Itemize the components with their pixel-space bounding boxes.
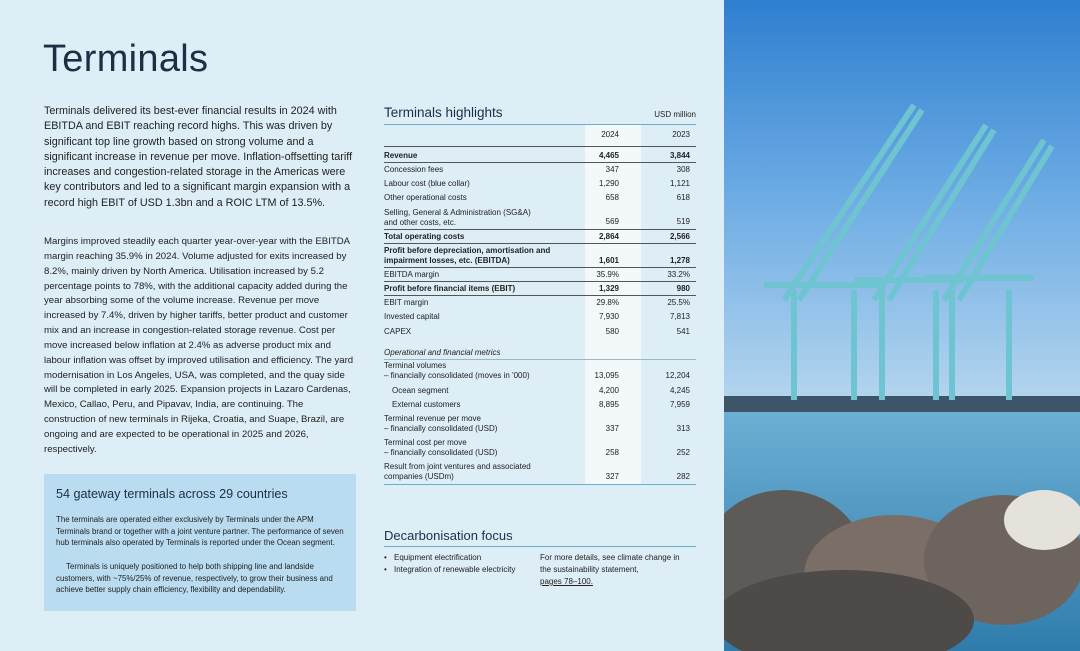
row-rule [384, 243, 696, 244]
box-paragraph-1: The terminals are operated either exclusively by Terminals under the APM Terminals brand or together with a joint venture partner. The performance of seven hub terminals also operated by Terminals is reported under the Ocean segment. [56, 515, 344, 548]
table-unit: USD million [654, 110, 696, 119]
row-rule [384, 281, 696, 282]
list-item: • Equipment electrification [384, 552, 524, 564]
intro-paragraph: Terminals delivered its best-ever financial results in 2024 with EBITDA and EBIT reaching record highs. This was driven by significant top line growth based on strong volume and a significant increase in revenue per move. Inflation-offsetting tariff increases and congestion-related storage in the Americas were key contributors and led to a significant margin expansion with a record high EBIT of USD 1.3bn and a ROIC LTM of 13.5%. [44, 105, 353, 209]
table-title: Terminals highlights [384, 105, 503, 120]
header-2024: 2024 [601, 130, 619, 139]
quay [724, 396, 1080, 412]
header-rule [384, 146, 696, 147]
body-paragraph: Margins improved steadily each quarter year-over-year with the EBITDA margin reaching 35.9% in 2024. Volume adjusted for exits increased by 8.2%, mainly driven by North America. Utilisation increased by 5.2 percentage points to 78%, with the additional capacity added during the year absorbing some of the volume increase. Revenue per move increased by 7.4%, driven by higher tariffs, better product and customer mix and an increase in congestion-related storage revenue. Cost per move increased below inflation at 2.4% as adverse product mix and labour inflation was offset by improved utilisation and efficiency. The yard modernisation in Los Angeles, USA, was completed, and the quay side will be completed in early 2025. Expansion projects in Lazaro Cardenas, Mexico, Callao, Peru, and Pipavav, India, are continuing. The construction of new terminals in Rijeka, Croatia, and Suape, Brazil, are ongoing and are expected to be operational in 2025 and 2026, respectively. [44, 236, 354, 455]
gateway-terminals-box [44, 474, 356, 611]
decarbonisation-rule [384, 546, 696, 547]
decarbonisation-note: For more details, see climate change in the sustainability statement, pages 78–100. [540, 553, 680, 586]
row-rule [384, 229, 696, 230]
row-rule [384, 295, 696, 296]
header-2023: 2023 [672, 130, 690, 139]
decarbonisation-title: Decarbonisation focus [384, 528, 513, 543]
box-paragraph-2: Terminals is uniquely positioned to help both shipping line and landside customers, with ~75%/25% of revenue, respectively, to grow their business and achieve better supply chain efficiency, flexibility and dependability. [56, 562, 333, 595]
decarbonisation-list [384, 552, 524, 576]
row-rule [384, 267, 696, 268]
metrics-section-label: Operational and financial metrics [384, 348, 501, 357]
row-rule [384, 359, 696, 360]
box-title: 54 gateway terminals across 29 countries [56, 487, 288, 501]
row-rule [384, 162, 696, 163]
sustainability-pages-link[interactable]: pages 78–100. [540, 577, 593, 586]
list-item: • Integration of renewable electricity [384, 564, 524, 576]
port-cranes-photo [724, 0, 1080, 651]
table-bottom-rule [384, 484, 696, 485]
table-top-rule [384, 124, 696, 125]
page-title: Terminals [43, 38, 209, 80]
sky [724, 0, 1080, 410]
